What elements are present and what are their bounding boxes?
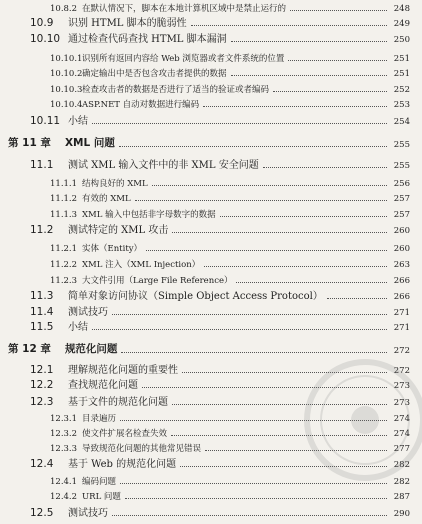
dot-leader: [92, 123, 387, 124]
dot-leader: [205, 450, 387, 451]
entry-number: 12.5: [30, 507, 54, 519]
dot-leader: [112, 515, 387, 516]
entry-title: 实体（Entity）: [82, 244, 143, 254]
entry-title: 通过检查代码查找 HTML 脚本漏洞: [68, 34, 227, 45]
entry-title: 大文件引用（Large File Reference）: [82, 276, 233, 286]
page-number: 249: [393, 19, 410, 29]
subsection-entry: [0, 65, 422, 79]
dot-leader: [231, 75, 387, 76]
page-number: 287: [393, 492, 410, 502]
section-entry: [0, 394, 422, 408]
dot-leader: [92, 329, 387, 330]
dot-leader: [142, 387, 387, 388]
dot-leader: [125, 498, 387, 499]
entry-number: 11.1.2: [50, 194, 78, 204]
entry-number: 第 11 章: [8, 137, 51, 149]
page-number: 266: [393, 276, 410, 286]
page-number: 290: [393, 509, 410, 519]
section-entry: [0, 113, 422, 127]
entry-title: 检查攻击者的数据是否进行了适当的验证或者编码: [82, 85, 270, 95]
page-number: 251: [393, 69, 410, 79]
dot-leader: [290, 10, 387, 11]
entry-title: 有效的 XML: [82, 194, 131, 204]
entry-number: 11.1.1: [50, 179, 78, 189]
entry-number: 10.10.4: [50, 100, 83, 110]
dot-leader: [112, 314, 387, 315]
entry-title: 导致规范化问题的其他常见错误: [82, 444, 202, 454]
dot-leader: [120, 483, 387, 484]
page-number: 251: [393, 54, 410, 64]
entry-title: 简单对象访问协议（Simple Object Access Protocol）: [68, 291, 323, 302]
section-entry: [0, 505, 422, 519]
subsection-entry: [0, 175, 422, 189]
entry-number: 11.2: [30, 224, 54, 236]
page-number: 260: [393, 244, 410, 254]
entry-number: 10.10: [30, 33, 61, 45]
page-number: 266: [393, 292, 410, 302]
page-number: 274: [393, 414, 410, 424]
dot-leader: [231, 41, 387, 42]
page-number: 257: [393, 210, 410, 220]
entry-title: 基于文件的规范化问题: [68, 397, 168, 408]
dot-leader: [288, 60, 387, 61]
subsection-entry: [0, 96, 422, 110]
entry-title: URL 问题: [82, 492, 121, 502]
entry-number: 第 12 章: [8, 343, 51, 355]
entry-number: 12.2: [30, 379, 54, 391]
entry-title: 结构良好的 XML: [82, 179, 148, 189]
page-number: 272: [393, 346, 410, 356]
entry-title: 测试技巧: [68, 508, 108, 519]
subsection-entry: [0, 206, 422, 220]
entry-number: 11.1: [30, 159, 54, 171]
entry-title: 查找规范化问题: [68, 380, 138, 391]
page-number: 282: [393, 477, 410, 487]
entry-number: 11.2.3: [50, 276, 78, 286]
dot-leader: [119, 146, 387, 147]
entry-number: 11.1.3: [50, 210, 78, 220]
dot-leader: [273, 91, 387, 92]
subsection-entry: [0, 473, 422, 487]
subsection-entry: [0, 81, 422, 95]
dot-leader: [135, 200, 387, 201]
entry-number: 10.10.3: [50, 85, 83, 95]
dot-leader: [327, 298, 387, 299]
entry-number: 11.2.1: [50, 244, 78, 254]
section-entry: [0, 377, 422, 391]
entry-number: 11.2.2: [50, 260, 78, 270]
page-number: 273: [393, 381, 410, 391]
entry-number: 12.3.3: [50, 444, 78, 454]
dot-leader: [236, 282, 387, 283]
dot-leader: [191, 25, 387, 26]
dot-leader: [203, 106, 387, 107]
subsection-entry: [0, 425, 422, 439]
entry-number: 11.5: [30, 321, 54, 333]
dot-leader: [146, 250, 387, 251]
section-entry: [0, 456, 422, 470]
entry-title: 小结: [68, 116, 88, 127]
entry-title: 测试 XML 输入文件中的非 XML 安全问题: [68, 160, 259, 171]
entry-title: 测试特定的 XML 攻击: [68, 225, 169, 236]
page-number: 260: [393, 226, 410, 236]
entry-number: 10.10.1: [50, 54, 83, 64]
entry-number: 10.9: [30, 17, 54, 29]
entry-title: ASP.NET 自动对数据进行编码: [82, 100, 200, 110]
subsection-entry: [0, 190, 422, 204]
section-entry: [0, 288, 422, 302]
page-number: 273: [393, 398, 410, 408]
dot-leader: [171, 435, 387, 436]
entry-number: 11.3: [30, 290, 54, 302]
section-entry: [0, 304, 422, 318]
section-entry: [0, 31, 422, 45]
subsection-entry: [0, 240, 422, 254]
page-number: 263: [393, 260, 410, 270]
subsection-entry: [0, 272, 422, 286]
dot-leader: [182, 372, 387, 373]
entry-title: 测试技巧: [68, 307, 108, 318]
dot-leader: [121, 352, 387, 353]
entry-number: 10.8.2: [50, 4, 78, 14]
entry-number: 11.4: [30, 306, 54, 318]
entry-title: 确定输出中是否包含攻击者提供的数据: [82, 69, 227, 79]
section-entry: [0, 157, 422, 171]
page-number: 271: [393, 323, 410, 333]
entry-number: 12.3: [30, 396, 54, 408]
subsection-entry: [0, 50, 422, 64]
page-number: 256: [393, 179, 410, 189]
entry-number: 12.4.2: [50, 492, 78, 502]
entry-title: 基于 Web 的规范化问题: [68, 459, 177, 470]
page-number: 253: [393, 100, 410, 110]
section-entry: [0, 15, 422, 29]
entry-title: XML 注入（XML Injection）: [82, 260, 201, 270]
subsection-entry: [0, 0, 422, 14]
dot-leader: [180, 466, 387, 467]
entry-title: 编码问题: [82, 477, 117, 487]
entry-number: 12.4: [30, 458, 54, 470]
entry-title: 目录遍历: [82, 414, 117, 424]
page-number: 271: [393, 308, 410, 318]
dot-leader: [204, 266, 387, 267]
page-number: 255: [393, 161, 410, 171]
dot-leader: [120, 420, 387, 421]
entry-number: 10.11: [30, 115, 61, 127]
page-number: 250: [393, 35, 410, 45]
page-number: 282: [393, 460, 410, 470]
page-number: 252: [393, 85, 410, 95]
dot-leader: [172, 404, 387, 405]
entry-title: 使文件扩展名检查失效: [82, 429, 168, 439]
section-entry: [0, 319, 422, 333]
section-entry: [0, 362, 422, 376]
entry-title: XML 输入中包括非字母数字的数据: [82, 210, 216, 220]
page-number: 254: [393, 117, 410, 127]
subsection-entry: [0, 440, 422, 454]
dot-leader: [172, 232, 387, 233]
dot-leader: [152, 185, 387, 186]
subsection-entry: [0, 410, 422, 424]
chapter-entry: [0, 342, 422, 356]
subsection-entry: [0, 488, 422, 502]
entry-title: 在默认情况下，脚本在本地计算机区域中是禁止运行的: [82, 4, 287, 14]
page-number: 277: [393, 444, 410, 454]
entry-number: 10.10.2: [50, 69, 83, 79]
dot-leader: [263, 167, 387, 168]
chapter-entry: [0, 136, 422, 150]
entry-number: 12.4.1: [50, 477, 78, 487]
section-entry: [0, 222, 422, 236]
entry-title: 规范化问题: [64, 343, 118, 355]
entry-title: 识别 HTML 脚本的脆弱性: [68, 18, 187, 29]
entry-number: 12.3.2: [50, 429, 78, 439]
page-number: 272: [393, 366, 410, 376]
page-number: 274: [393, 429, 410, 439]
subsection-entry: [0, 256, 422, 270]
page-number: 255: [393, 140, 410, 150]
page-number: 257: [393, 194, 410, 204]
entry-title: 理解规范化问题的重要性: [68, 365, 178, 376]
page-number: 248: [393, 4, 410, 14]
entry-title: XML 问题: [64, 137, 115, 149]
entry-number: 12.3.1: [50, 414, 78, 424]
entry-title: 识别所有返回内容给 Web 浏览器或者文件系统的位置: [82, 54, 285, 64]
entry-number: 12.1: [30, 364, 54, 376]
dot-leader: [220, 216, 387, 217]
entry-title: 小结: [68, 322, 88, 333]
